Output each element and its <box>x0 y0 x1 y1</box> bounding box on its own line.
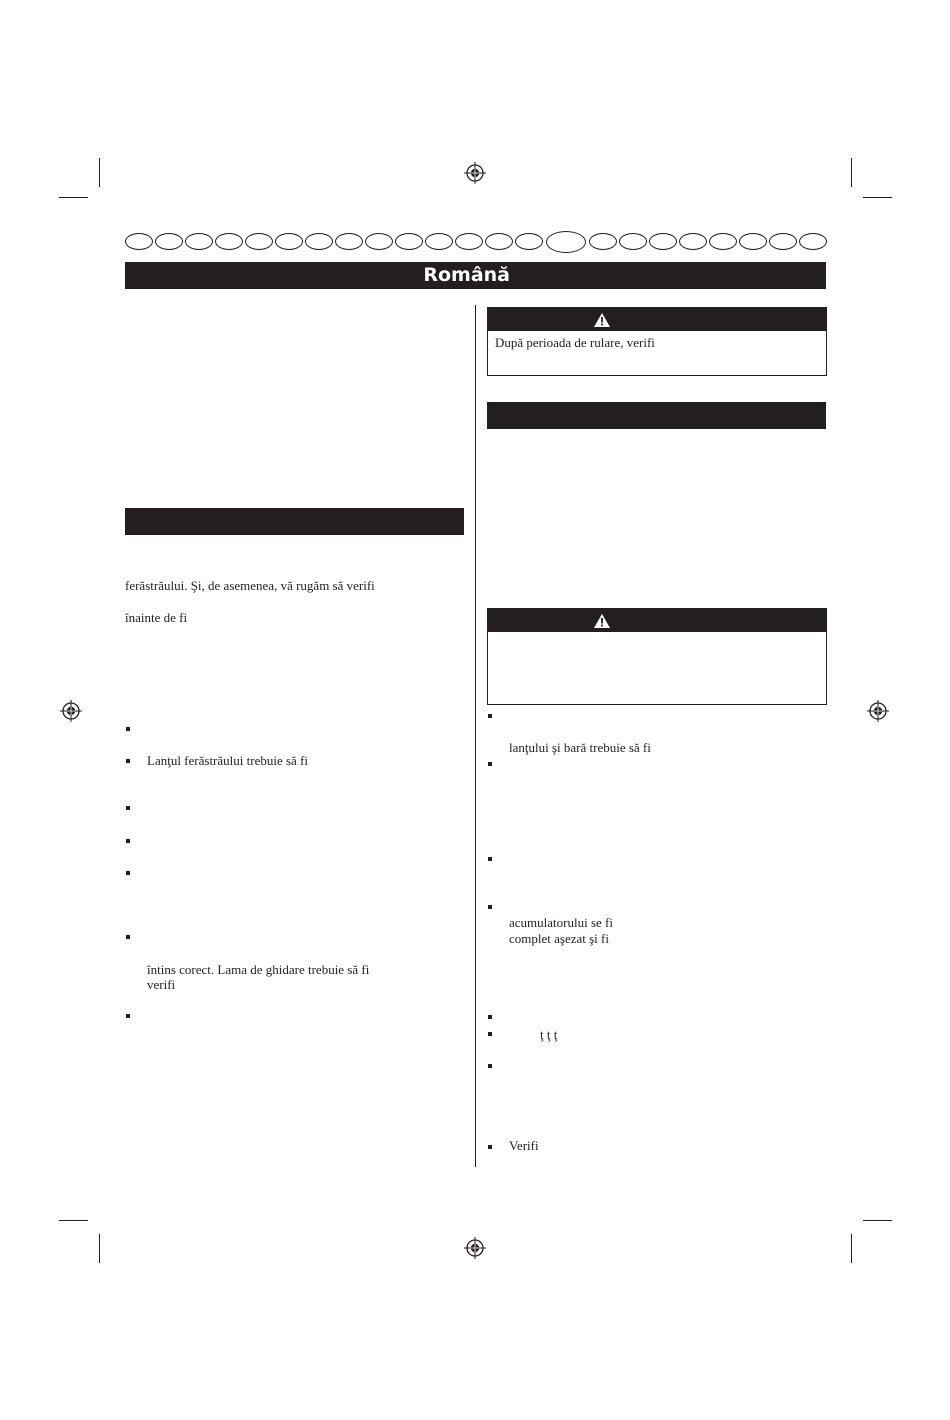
crop-mark-top-right-vertical <box>851 158 852 187</box>
right-bullet-text: acumulatorului se fi <box>509 915 613 930</box>
right-section-heading-bar <box>487 402 826 429</box>
left-paragraph-line: înainte de fi <box>125 610 188 625</box>
bullet-icon <box>488 762 492 766</box>
language-oval <box>799 233 827 250</box>
crop-mark-bottom-right-horizontal <box>863 1220 892 1221</box>
language-oval-active <box>546 231 586 253</box>
column-divider <box>475 305 476 1167</box>
warning-box-2 <box>487 608 827 705</box>
bullet-icon <box>488 857 492 861</box>
language-oval <box>395 233 423 250</box>
warning-triangle-icon <box>593 312 611 328</box>
language-oval <box>365 233 393 250</box>
bullet-icon <box>488 1064 492 1068</box>
warning-box-1 <box>487 307 827 376</box>
bullet-icon <box>126 759 130 763</box>
language-title: Română <box>423 264 510 286</box>
language-oval <box>425 233 453 250</box>
registration-mark-icon <box>464 1237 486 1259</box>
registration-mark-icon <box>867 700 889 722</box>
language-oval <box>515 233 543 250</box>
language-oval <box>155 233 183 250</box>
registration-mark-icon <box>60 700 82 722</box>
right-bullet-text: Verifi <box>509 1138 539 1153</box>
language-oval <box>245 233 273 250</box>
language-oval <box>305 233 333 250</box>
crop-mark-bottom-left-horizontal <box>59 1220 88 1221</box>
language-oval <box>589 233 617 250</box>
crop-mark-bottom-left-vertical <box>99 1234 100 1263</box>
crop-mark-top-left-vertical <box>99 158 100 187</box>
warning-header <box>488 308 826 331</box>
right-bullet-text: lanţului şi bară trebuie să fi <box>509 740 651 755</box>
language-oval <box>455 233 483 250</box>
registration-mark-icon <box>464 162 486 184</box>
language-oval <box>709 233 737 250</box>
left-section-heading-bar <box>125 508 464 535</box>
bullet-icon <box>126 806 130 810</box>
language-oval <box>739 233 767 250</box>
left-bullet-text: verifi <box>147 977 176 992</box>
left-bullet-text: întins corect. Lama de ghidare trebuie să fi <box>147 962 370 977</box>
language-oval <box>185 233 213 250</box>
crop-mark-top-left-horizontal <box>59 197 88 198</box>
right-bullet-text: ţ ţ ţ <box>540 1027 558 1042</box>
bullet-icon <box>488 1032 492 1036</box>
warning-triangle-icon <box>593 613 611 629</box>
bullet-icon <box>126 935 130 939</box>
language-oval <box>485 233 513 250</box>
bullet-icon <box>126 839 130 843</box>
bullet-icon <box>126 871 130 875</box>
bullet-icon <box>488 905 492 909</box>
language-oval <box>649 233 677 250</box>
warning-text: După perioada de rulare, verifi <box>495 335 655 350</box>
language-oval <box>679 233 707 250</box>
language-oval <box>125 233 153 250</box>
language-oval <box>275 233 303 250</box>
language-oval <box>619 233 647 250</box>
crop-mark-top-right-horizontal <box>863 197 892 198</box>
warning-header <box>488 609 826 632</box>
language-oval <box>335 233 363 250</box>
bullet-icon <box>488 714 492 718</box>
right-bullet-text: complet aşezat şi fi <box>509 931 609 946</box>
crop-mark-bottom-right-vertical <box>851 1234 852 1263</box>
language-oval <box>215 233 243 250</box>
left-bullet-text: Lanţul ferăstrăului trebuie să fi <box>147 753 308 768</box>
bullet-icon <box>488 1015 492 1019</box>
left-paragraph-line: ferăstrăului. Şi, de asemenea, vă rugăm să verifi <box>125 578 375 593</box>
language-oval <box>769 233 797 250</box>
bullet-icon <box>488 1145 492 1149</box>
language-oval-tabs <box>125 231 827 253</box>
bullet-icon <box>126 727 130 731</box>
bullet-icon <box>126 1014 130 1018</box>
language-title-bar <box>125 262 826 289</box>
